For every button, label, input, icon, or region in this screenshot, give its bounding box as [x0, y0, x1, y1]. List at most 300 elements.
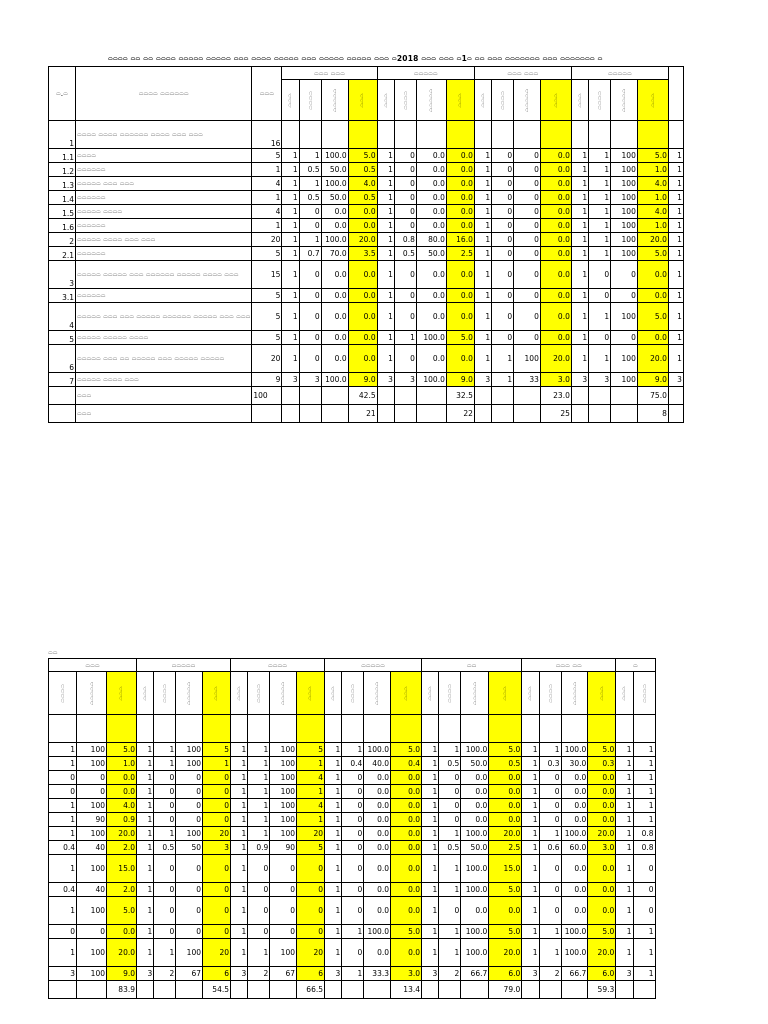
total-weight: 100 — [252, 387, 282, 405]
sub-header — [270, 672, 297, 715]
score-cell: 0 — [299, 303, 321, 331]
weight-value: 5 — [252, 289, 282, 303]
vertical-header-text: 𓏏𓏏𓏏 — [381, 92, 391, 108]
weight-value: 4 — [252, 177, 282, 191]
vertical-header-text: 𓏏𓏏𓏏𓏏 — [58, 683, 67, 703]
score-cell: 66.7 — [461, 967, 489, 981]
score-cell: 100.0 — [321, 177, 348, 191]
score-cell: 100.0 — [561, 939, 588, 967]
score-cell — [321, 121, 348, 149]
weight-value: 20 — [252, 233, 282, 247]
score-cell: 0 — [299, 261, 321, 289]
score-value: 3.0 — [540, 373, 571, 387]
vertical-header-text: 𓏏𓏏𓏏𓏏𓏏 — [522, 88, 532, 112]
score-cell: 1 — [137, 771, 154, 785]
score-cell: 0 — [611, 331, 638, 345]
score-cell: 1 — [282, 303, 299, 331]
score-value: 0.0 — [540, 247, 571, 261]
vertical-header-text: 𓏏𓏏𓏏 — [525, 685, 535, 701]
score-cell: 0.4 — [49, 841, 77, 855]
score-cell — [492, 121, 514, 149]
score-cell: 0.0 — [364, 939, 391, 967]
score-cell: 1 — [522, 785, 539, 799]
score-cell: 0 — [299, 289, 321, 303]
score-cell — [439, 715, 461, 743]
score-cell: 3 — [474, 373, 491, 387]
score-cell: 0 — [154, 813, 176, 827]
score-cell: 1 — [522, 743, 539, 757]
score-cell: 1 — [474, 191, 491, 205]
score-cell: 1 — [474, 345, 491, 373]
score-cell: 0.0 — [416, 163, 446, 177]
vertical-header-text: 𓏏𓏏𓏏 — [619, 685, 629, 701]
table-row — [49, 247, 684, 261]
score-value: 5.0 — [107, 743, 137, 757]
score-cell: 1 — [248, 827, 270, 841]
score-cell: 1 — [633, 925, 655, 939]
sub-header — [446, 80, 474, 121]
score-cell: 0.0 — [364, 799, 391, 813]
score-value: 0 — [203, 925, 231, 939]
score-cell: 1 — [474, 247, 491, 261]
score-cell: 2 — [539, 967, 561, 981]
score-cell: 1 — [377, 303, 394, 331]
score-cell: 0.0 — [416, 289, 446, 303]
table-cell — [539, 981, 561, 999]
weight-value: 5 — [252, 247, 282, 261]
weight-value: 1 — [252, 191, 282, 205]
score-value: 1 — [297, 813, 325, 827]
score-cell: 100 — [77, 757, 107, 771]
score-cell: 1 — [522, 757, 539, 771]
score-cell: 0 — [49, 771, 77, 785]
vertical-header-text: 𓏏𓏏𓏏𓏏 — [348, 683, 358, 703]
score-cell: 1 — [282, 331, 299, 345]
score-cell: 1 — [439, 827, 461, 841]
score-cell: 1 — [522, 813, 539, 827]
score-cell: 33.3 — [364, 967, 391, 981]
rank-value: 25 — [540, 405, 571, 423]
sheet-title: 𓏏𓏏𓏏𓏏 𓏏𓏏 𓏏𓏏 𓏏𓏏𓏏𓏏 𓏏𓏏𓏏𓏏𓏏 𓏏𓏏𓏏𓏏𓏏 𓏏𓏏𓏏 𓏏𓏏𓏏𓏏 𓏏𓏏𓏏𓏏𓏏 𓏏𓏏𓏏 𓏏𓏏𓏏𓏏𓏏 𓏏𓏏𓏏𓏏𓏏 𓏏𓏏𓏏 𓏏2018 𓏏𓏏𓏏 𓏏𓏏𓏏 𓏏1𓏏 𓏏𓏏 𓏏𓏏𓏏 𓏏𓏏𓏏𓏏𓏏𓏏𓏏 𓏏𓏏𓏏 𓏏𓏏𓏏𓏏𓏏𓏏𓏏 𓏏 — [108, 54, 603, 63]
score-table-top — [48, 66, 684, 423]
score-cell — [522, 715, 539, 743]
score-value: 0.0 — [446, 219, 474, 233]
score-cell: 100 — [270, 939, 297, 967]
score-cell: 1 — [633, 813, 655, 827]
table-cell — [668, 387, 683, 405]
score-cell: 0 — [248, 855, 270, 883]
score-cell: 1 — [325, 743, 342, 757]
score-cell: 1 — [231, 841, 248, 855]
weight-value: 5 — [252, 303, 282, 331]
weight-value: 9 — [252, 373, 282, 387]
table-cell — [474, 405, 491, 423]
criteria-label: 𓏏𓏏𓏏𓏏𓏏 𓏏𓏏𓏏 𓏏𓏏𓏏 — [76, 177, 252, 191]
table-cell — [422, 981, 439, 999]
table-cell — [137, 981, 154, 999]
score-value: 5.0 — [348, 149, 377, 163]
score-cell: 1 — [377, 205, 394, 219]
score-value: 2.5 — [446, 247, 474, 261]
score-cell: 0 — [514, 261, 541, 289]
score-value: 20.0 — [540, 345, 571, 373]
score-cell: 33 — [514, 373, 541, 387]
rank-value: 22 — [446, 405, 474, 423]
serial-number: 1.2 — [49, 163, 76, 177]
score-cell — [461, 715, 489, 743]
serial-number: 3 — [49, 261, 76, 289]
score-cell: 100 — [77, 855, 107, 883]
score-cell: 1 — [492, 345, 514, 373]
score-cell: 0 — [539, 855, 561, 883]
score-cell: 1 — [522, 841, 539, 855]
vertical-header-text: 𓏏𓏏𓏏 — [575, 92, 585, 108]
table-row — [49, 219, 684, 233]
weight-value: 20 — [252, 345, 282, 373]
criteria-label: 𓏏𓏏𓏏𓏏 — [76, 149, 252, 163]
serial-number: 2 — [49, 233, 76, 247]
score-cell: 0 — [176, 855, 203, 883]
sub-header — [282, 80, 299, 121]
score-cell: 1 — [474, 303, 491, 331]
score-cell: 0.0 — [364, 883, 391, 897]
score-cell: 1 — [231, 855, 248, 883]
score-cell: 1 — [299, 149, 321, 163]
table-cell — [270, 981, 297, 999]
score-cell: 0 — [514, 303, 541, 331]
score-cell: 1 — [571, 345, 588, 373]
vertical-header-text: 𓏏𓏏𓏏𓏏𓏏 — [372, 681, 382, 705]
score-cell: 1 — [231, 799, 248, 813]
score-cell: 1 — [616, 939, 633, 967]
score-value: 0.0 — [540, 289, 571, 303]
score-cell: 1 — [589, 205, 611, 219]
score-cell: 0 — [539, 799, 561, 813]
vertical-header-text: 𓏏𓏏𓏏𓏏 — [595, 90, 605, 110]
score-value: 9.0 — [446, 373, 474, 387]
score-cell: 0 — [514, 149, 541, 163]
score-cell: 1 — [522, 799, 539, 813]
score-cell: 1 — [231, 925, 248, 939]
score-cell: 3 — [282, 373, 299, 387]
serial-number: 5 — [49, 331, 76, 345]
score-cell: 1 — [282, 345, 299, 373]
score-cell: 100 — [611, 373, 638, 387]
serial-number: 6 — [49, 345, 76, 373]
score-cell: 1 — [439, 855, 461, 883]
score-value: 0.0 — [446, 191, 474, 205]
score-value: 0.0 — [588, 855, 616, 883]
score-cell: 1 — [342, 925, 364, 939]
sub-header — [637, 80, 668, 121]
sheet-marker: 𓏏𓏏 — [48, 648, 58, 657]
score-cell: 1 — [377, 149, 394, 163]
score-cell: 0 — [514, 191, 541, 205]
sub-header — [107, 672, 137, 715]
criteria-header: 𓏏𓏏𓏏𓏏 𓏏𓏏𓏏𓏏𓏏𓏏 — [76, 67, 252, 121]
score-value: 0 — [297, 925, 325, 939]
score-cell: 50.0 — [416, 247, 446, 261]
total-score: 23.0 — [540, 387, 571, 405]
score-cell: 1 — [522, 939, 539, 967]
score-value — [107, 715, 137, 743]
table-cell — [394, 387, 416, 405]
score-cell: 100 — [270, 785, 297, 799]
sub-header — [439, 672, 461, 715]
table-cell — [282, 405, 299, 423]
criteria-label: 𓏏𓏏𓏏𓏏𓏏 𓏏𓏏𓏏𓏏 𓏏𓏏𓏏 — [76, 373, 252, 387]
score-cell: 0 — [342, 841, 364, 855]
serial-number: 1.1 — [49, 149, 76, 163]
tail-value: 1 — [668, 233, 683, 247]
score-cell — [422, 715, 439, 743]
score-cell: 40 — [77, 841, 107, 855]
score-cell: 1 — [589, 303, 611, 331]
score-value: 0.0 — [588, 897, 616, 925]
group-header: 𓏏𓏏𓏏𓏏𓏏 — [377, 67, 474, 80]
score-cell: 1 — [474, 205, 491, 219]
score-cell: 1 — [137, 883, 154, 897]
score-cell: 0.0 — [321, 345, 348, 373]
score-cell: 1 — [248, 771, 270, 785]
vertical-header-text: 𓏏𓏏𓏏 — [117, 685, 126, 701]
score-value: 0.0 — [446, 303, 474, 331]
score-value: 0.0 — [588, 799, 616, 813]
score-cell: 100 — [176, 743, 203, 757]
score-cell: 1 — [137, 757, 154, 771]
score-value: 0.0 — [391, 855, 422, 883]
tail-value: 1 — [668, 261, 683, 289]
score-cell: 0.0 — [364, 771, 391, 785]
sub-header — [633, 672, 655, 715]
score-value: 0.0 — [540, 149, 571, 163]
sub-header — [540, 80, 571, 121]
score-cell: 0 — [342, 771, 364, 785]
score-cell: 0 — [492, 303, 514, 331]
score-cell: 1 — [522, 925, 539, 939]
score-cell: 0.5 — [299, 191, 321, 205]
score-cell: 0.0 — [321, 303, 348, 331]
table-cell — [611, 405, 638, 423]
score-cell: 0.0 — [561, 883, 588, 897]
score-cell: 0.5 — [299, 163, 321, 177]
table-row — [49, 925, 656, 939]
table-row — [49, 233, 684, 247]
score-cell: 100 — [611, 149, 638, 163]
score-cell: 0 — [176, 883, 203, 897]
score-cell: 1 — [231, 939, 248, 967]
score-cell: 0.0 — [561, 771, 588, 785]
weight-value: 1 — [252, 219, 282, 233]
table-cell — [514, 405, 541, 423]
table-row — [49, 289, 684, 303]
score-value: 5.0 — [637, 247, 668, 261]
table-row — [49, 261, 684, 289]
group-header: 𓏏𓏏𓏏𓏏𓏏 — [571, 67, 668, 80]
tail-value: 3 — [668, 373, 683, 387]
score-cell: 100 — [611, 205, 638, 219]
criteria-label: 𓏏𓏏𓏏𓏏𓏏𓏏 — [76, 247, 252, 261]
score-value: 0.0 — [446, 261, 474, 289]
score-value — [203, 715, 231, 743]
score-cell: 0 — [633, 855, 655, 883]
tail-value: 1 — [668, 163, 683, 177]
score-cell: 0 — [77, 925, 107, 939]
score-cell: 1 — [589, 219, 611, 233]
score-value: 0.0 — [540, 205, 571, 219]
score-cell: 0.0 — [461, 813, 489, 827]
score-value: 2.5 — [489, 841, 522, 855]
score-value: 4.0 — [348, 177, 377, 191]
score-value: 0.0 — [588, 883, 616, 897]
score-cell: 66.7 — [561, 967, 588, 981]
table-row — [49, 373, 684, 387]
score-cell: 1 — [474, 331, 491, 345]
table-cell — [154, 981, 176, 999]
score-value: 0.0 — [107, 785, 137, 799]
sub-header — [377, 80, 394, 121]
score-cell: 0.4 — [342, 757, 364, 771]
score-cell: 1 — [589, 177, 611, 191]
group-header: 𓏏𓏏𓏏 𓏏𓏏𓏏 — [474, 67, 571, 80]
score-cell: 0 — [342, 897, 364, 925]
score-value: 0.0 — [540, 303, 571, 331]
sub-header — [49, 672, 77, 715]
score-value: 15.0 — [107, 855, 137, 883]
table-cell — [474, 387, 491, 405]
score-cell: 0 — [514, 233, 541, 247]
sub-header — [514, 80, 541, 121]
score-value: 4 — [297, 771, 325, 785]
vertical-header-text: 𓏏𓏏𓏏𓏏 — [498, 90, 508, 110]
score-cell: 0.5 — [439, 757, 461, 771]
score-value: 0.0 — [391, 785, 422, 799]
score-cell: 67 — [270, 967, 297, 981]
table-cell — [252, 405, 282, 423]
score-cell: 0 — [394, 289, 416, 303]
score-cell: 1 — [325, 897, 342, 925]
score-cell: 1 — [616, 771, 633, 785]
score-cell — [633, 715, 655, 743]
score-cell: 1 — [49, 827, 77, 841]
score-cell: 1 — [474, 219, 491, 233]
score-value: 0.0 — [540, 233, 571, 247]
score-cell — [589, 121, 611, 149]
score-value: 5 — [297, 841, 325, 855]
table-row — [49, 149, 684, 163]
score-cell: 0 — [154, 925, 176, 939]
vertical-header-text: 𓏏𓏏𓏏 — [140, 685, 150, 701]
score-cell: 100.0 — [416, 331, 446, 345]
score-cell — [611, 121, 638, 149]
serial-number: 1.6 — [49, 219, 76, 233]
score-cell: 1 — [282, 247, 299, 261]
score-value: 5.0 — [489, 925, 522, 939]
score-cell: 0.0 — [416, 345, 446, 373]
score-cell: 0.0 — [321, 261, 348, 289]
score-cell: 1 — [422, 841, 439, 855]
score-cell: 0 — [492, 247, 514, 261]
vertical-header-text: 𓏏𓏏𓏏𓏏𓏏 — [87, 681, 96, 705]
score-cell: 1 — [571, 233, 588, 247]
vertical-header-text: 𓏏𓏏𓏏 — [648, 92, 658, 108]
score-cell: 0 — [492, 177, 514, 191]
score-cell: 0.0 — [321, 289, 348, 303]
table-row — [49, 855, 656, 883]
score-cell: 0 — [492, 163, 514, 177]
score-cell: 1 — [137, 939, 154, 967]
score-cell: 1 — [422, 799, 439, 813]
score-cell — [248, 715, 270, 743]
score-sheet-bottom — [48, 646, 718, 1024]
score-cell: 1 — [439, 925, 461, 939]
score-cell: 0 — [176, 771, 203, 785]
sub-header — [297, 672, 325, 715]
table-cell — [299, 405, 321, 423]
table-row — [49, 897, 656, 925]
score-sheet-top — [48, 52, 715, 457]
table-cell — [522, 981, 539, 999]
score-cell: 1 — [589, 163, 611, 177]
score-cell: 0.0 — [416, 261, 446, 289]
group-header: 𓏏 — [616, 659, 655, 672]
score-cell: 0 — [270, 925, 297, 939]
score-cell — [270, 715, 297, 743]
score-cell: 3 — [325, 967, 342, 981]
score-cell: 100 — [611, 233, 638, 247]
score-cell: 0 — [394, 205, 416, 219]
score-cell: 1 — [325, 771, 342, 785]
group-header: 𓏏𓏏𓏏 — [49, 659, 137, 672]
criteria-label: 𓏏𓏏𓏏𓏏𓏏𓏏 — [76, 219, 252, 233]
serial-number: 1.3 — [49, 177, 76, 191]
score-cell: 30.0 — [561, 757, 588, 771]
score-cell: 1 — [571, 205, 588, 219]
score-cell: 100.0 — [561, 827, 588, 841]
score-cell: 2 — [154, 967, 176, 981]
score-cell: 0 — [248, 883, 270, 897]
vertical-header-text: 𓏏𓏏𓏏𓏏 — [445, 683, 455, 703]
vertical-header-text: 𓏏𓏏𓏏 — [285, 92, 295, 108]
score-cell — [571, 121, 588, 149]
score-cell: 0 — [514, 177, 541, 191]
score-cell: 0 — [154, 771, 176, 785]
sub-header — [394, 80, 416, 121]
score-cell: 1 — [325, 785, 342, 799]
score-value: 5.0 — [391, 925, 422, 939]
score-cell: 1 — [248, 813, 270, 827]
score-cell: 0.0 — [321, 219, 348, 233]
score-cell: 1 — [49, 757, 77, 771]
score-value: 20.0 — [588, 939, 616, 967]
score-value: 0.0 — [540, 163, 571, 177]
score-value: 3.5 — [348, 247, 377, 261]
score-cell: 1 — [377, 219, 394, 233]
tail-value: 1 — [668, 303, 683, 331]
score-cell: 0.0 — [561, 855, 588, 883]
score-cell: 0.7 — [299, 247, 321, 261]
score-cell: 100 — [611, 191, 638, 205]
score-value: 0.0 — [489, 771, 522, 785]
score-value: 0.0 — [588, 785, 616, 799]
score-value: 20.0 — [637, 345, 668, 373]
score-cell: 1 — [616, 757, 633, 771]
score-cell: 1 — [633, 743, 655, 757]
vertical-header-text: 𓏏𓏏𓏏 — [551, 92, 561, 108]
score-cell: 1 — [325, 925, 342, 939]
score-cell: 100 — [270, 743, 297, 757]
score-value: 5.0 — [588, 925, 616, 939]
